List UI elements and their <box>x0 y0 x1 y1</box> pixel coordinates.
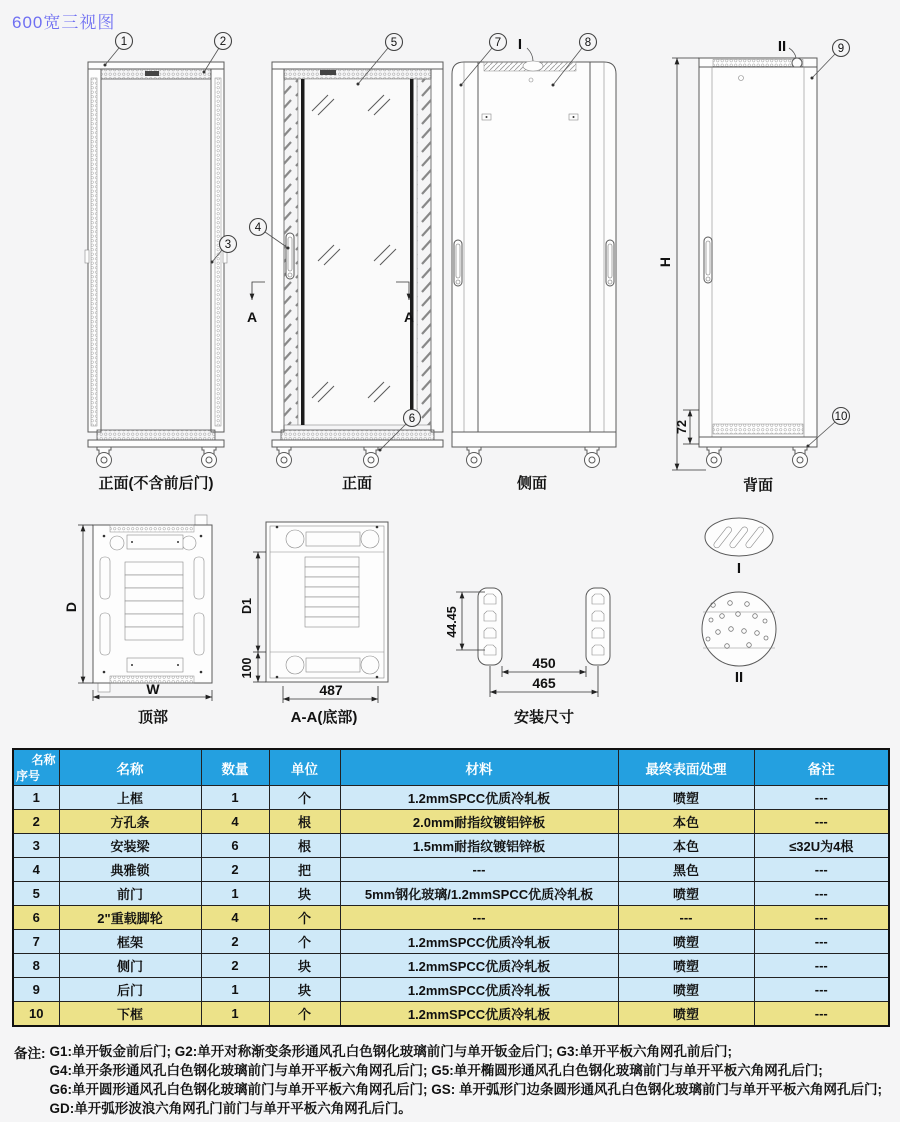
install-label: 安装尺寸 <box>513 709 575 726</box>
col-header-qty: 数量 <box>201 749 269 786</box>
top-view <box>63 515 212 726</box>
detail-ii-label: II <box>734 669 744 686</box>
cell-name: 下框 <box>59 1002 201 1026</box>
cell-index: 10 <box>13 1002 59 1026</box>
table-header-row <box>13 749 889 786</box>
table-row <box>13 882 889 906</box>
table-row <box>13 858 889 882</box>
cell-qty: 1 <box>201 1002 269 1026</box>
svg-text:D: D <box>63 601 79 613</box>
svg-text:1: 1 <box>120 36 128 48</box>
cell-finish: 喷塑 <box>618 882 754 906</box>
bottom-view <box>240 522 388 726</box>
cell-qty: 2 <box>201 954 269 978</box>
cell-remark: --- <box>754 810 889 834</box>
svg-text:4: 4 <box>254 222 262 234</box>
cell-remark: --- <box>754 858 889 882</box>
cell-material: 1.2mmSPCC优质冷轧板 <box>340 930 618 954</box>
cell-name: 方孔条 <box>59 810 201 834</box>
cell-finish: 本色 <box>618 810 754 834</box>
cell-material: 1.2mmSPCC优质冷轧板 <box>340 1002 618 1026</box>
svg-text:465: 465 <box>532 675 556 691</box>
cell-index: 5 <box>13 882 59 906</box>
cell-remark: --- <box>754 1002 889 1026</box>
detail-i <box>705 518 773 577</box>
cell-index: 1 <box>13 786 59 810</box>
cell-material: 1.2mmSPCC优质冷轧板 <box>340 954 618 978</box>
cell-remark: --- <box>754 906 889 930</box>
dim-w <box>93 681 212 701</box>
page-title: 600宽三视图 <box>12 13 116 32</box>
cell-qty: 6 <box>201 834 269 858</box>
cell-material: 1.2mmSPCC优质冷轧板 <box>340 786 618 810</box>
cell-remark: --- <box>754 954 889 978</box>
table-row <box>13 834 889 858</box>
svg-text:A: A <box>403 309 415 325</box>
cell-index: 7 <box>13 930 59 954</box>
cell-finish: 喷塑 <box>618 954 754 978</box>
svg-text:2: 2 <box>219 36 227 48</box>
svg-text:44.45: 44.45 <box>445 606 459 638</box>
svg-text:10: 10 <box>834 411 848 423</box>
cell-index: 9 <box>13 978 59 1002</box>
cell-finish: 喷塑 <box>618 930 754 954</box>
notes-lines <box>50 1042 883 1118</box>
cell-qty: 1 <box>201 882 269 906</box>
svg-text:5: 5 <box>390 37 398 49</box>
cell-remark: --- <box>754 786 889 810</box>
col-header-name: 名称 <box>59 749 201 786</box>
cell-finish: --- <box>618 906 754 930</box>
detail-i-label: I <box>736 560 742 577</box>
cell-unit: 块 <box>269 954 340 978</box>
cell-material: 2.0mm耐指纹镀铝锌板 <box>340 810 618 834</box>
table-row <box>13 906 889 930</box>
svg-text:3: 3 <box>224 239 232 251</box>
dim-450 <box>502 655 586 677</box>
notes-prefix: 备注: <box>14 1046 46 1061</box>
table-row <box>13 786 889 810</box>
front-view <box>247 34 443 493</box>
detail-ii <box>702 592 776 686</box>
svg-text:6: 6 <box>408 413 416 425</box>
side-view <box>452 34 616 493</box>
svg-text:A: A <box>246 309 258 325</box>
detail-ii-marker <box>778 38 796 58</box>
cell-finish: 喷塑 <box>618 1002 754 1026</box>
col-header-finish: 最终表面处理 <box>618 749 754 786</box>
table-row <box>13 810 889 834</box>
col-header-material: 材料 <box>340 749 618 786</box>
back-label: 背面 <box>742 477 774 494</box>
cell-name: 侧门 <box>59 954 201 978</box>
cell-finish: 喷塑 <box>618 786 754 810</box>
cell-unit: 个 <box>269 786 340 810</box>
svg-text:II: II <box>777 38 787 55</box>
svg-text:8: 8 <box>584 37 592 49</box>
table-row <box>13 930 889 954</box>
back-view <box>657 38 850 494</box>
cell-unit: 块 <box>269 978 340 1002</box>
svg-text:I: I <box>517 36 523 53</box>
cell-name: 后门 <box>59 978 201 1002</box>
cell-unit: 根 <box>269 834 340 858</box>
cell-name: 框架 <box>59 930 201 954</box>
svg-text:100: 100 <box>240 657 254 679</box>
cell-material: 1.2mmSPCC优质冷轧板 <box>340 978 618 1002</box>
callout-1 <box>104 33 133 67</box>
cell-qty: 4 <box>201 906 269 930</box>
cell-index: 8 <box>13 954 59 978</box>
dim-d <box>63 525 93 683</box>
cell-name: 上框 <box>59 786 201 810</box>
svg-text:W: W <box>146 681 160 697</box>
bottom-vent-slats <box>305 557 359 627</box>
cell-finish: 喷塑 <box>618 978 754 1002</box>
cell-index: 3 <box>13 834 59 858</box>
cell-unit: 个 <box>269 930 340 954</box>
cell-finish: 黑色 <box>618 858 754 882</box>
bottom-label: A-A(底部) <box>290 709 358 726</box>
section-mark-a-left <box>247 282 265 325</box>
cell-name: 安装梁 <box>59 834 201 858</box>
cell-qty: 1 <box>201 978 269 1002</box>
cell-unit: 块 <box>269 882 340 906</box>
cell-unit: 个 <box>269 906 340 930</box>
cell-index: 4 <box>13 858 59 882</box>
cell-index: 6 <box>13 906 59 930</box>
front-open-view <box>85 33 237 493</box>
dim-100 <box>240 652 266 682</box>
cell-remark: --- <box>754 882 889 906</box>
cell-material: --- <box>340 906 618 930</box>
notes-block <box>14 1042 888 1118</box>
svg-text:H: H <box>657 256 673 268</box>
cell-qty: 4 <box>201 810 269 834</box>
cell-qty: 2 <box>201 858 269 882</box>
corner-label-index: 序号 <box>16 769 41 783</box>
cell-unit: 个 <box>269 1002 340 1026</box>
side-label: 侧面 <box>516 475 548 492</box>
cell-material: --- <box>340 858 618 882</box>
cell-qty: 2 <box>201 930 269 954</box>
cell-material: 1.5mm耐指纹镀铝锌板 <box>340 834 618 858</box>
svg-text:9: 9 <box>837 43 845 55</box>
corner-label-name: 名称 <box>31 753 56 767</box>
top-vent-slats <box>125 562 183 640</box>
note-line: G1:单开钣金前后门; G2:单开对称渐变条形通风孔白色钢化玻璃前门与单开钣金后门; G3:单开平板六角网孔前后门; <box>49 1044 733 1059</box>
cell-remark: ≤32U为4根 <box>754 834 889 858</box>
cell-material: 5mm钢化玻璃/1.2mmSPCC优质冷轧板 <box>340 882 618 906</box>
svg-text:450: 450 <box>532 655 556 671</box>
svg-text:D1: D1 <box>240 598 254 614</box>
col-header-remark: 备注 <box>754 749 889 786</box>
svg-text:7: 7 <box>494 37 502 49</box>
table-row <box>13 1002 889 1026</box>
note-line: GD:单开弧形波浪六角网孔门前门与单开平板六角网孔后门。 <box>49 1101 412 1116</box>
cell-name: 典雅锁 <box>59 858 201 882</box>
note-line: G6:单开圆形通风孔白色钢化玻璃前门与单开平板六角网孔后门; GS: 单开弧形门边条圆形通风孔白色钢化玻璃前门与单开平板六角网孔后门; <box>49 1082 882 1097</box>
dim-487 <box>283 682 378 703</box>
cell-finish: 本色 <box>618 834 754 858</box>
col-header-unit: 单位 <box>269 749 340 786</box>
install-view <box>445 588 610 726</box>
cell-remark: --- <box>754 978 889 1002</box>
parts-table <box>12 748 890 1027</box>
cell-qty: 1 <box>201 786 269 810</box>
cell-unit: 把 <box>269 858 340 882</box>
table-row <box>13 978 889 1002</box>
cell-name: 前门 <box>59 882 201 906</box>
dim-72 <box>675 410 699 444</box>
parts-table-body <box>13 786 889 1026</box>
detail-i-marker <box>518 36 533 61</box>
svg-text:487: 487 <box>319 682 343 698</box>
top-label: 顶部 <box>137 709 169 726</box>
table-row <box>13 954 889 978</box>
dim-d1 <box>240 552 266 652</box>
front-open-label: 正面(不含前后门) <box>98 475 214 492</box>
front-label: 正面 <box>341 475 373 492</box>
cell-remark: --- <box>754 930 889 954</box>
cell-unit: 根 <box>269 810 340 834</box>
cell-name: 2"重载脚轮 <box>59 906 201 930</box>
table-corner-header <box>13 749 59 786</box>
note-line: G4:单开条形通风孔白色钢化玻璃前门与单开平板六角网孔后门; G5:单开椭圆形通风孔白色钢化玻璃前门与单开平板六角网孔后门; <box>49 1063 823 1078</box>
svg-text:72: 72 <box>675 420 689 434</box>
cell-index: 2 <box>13 810 59 834</box>
